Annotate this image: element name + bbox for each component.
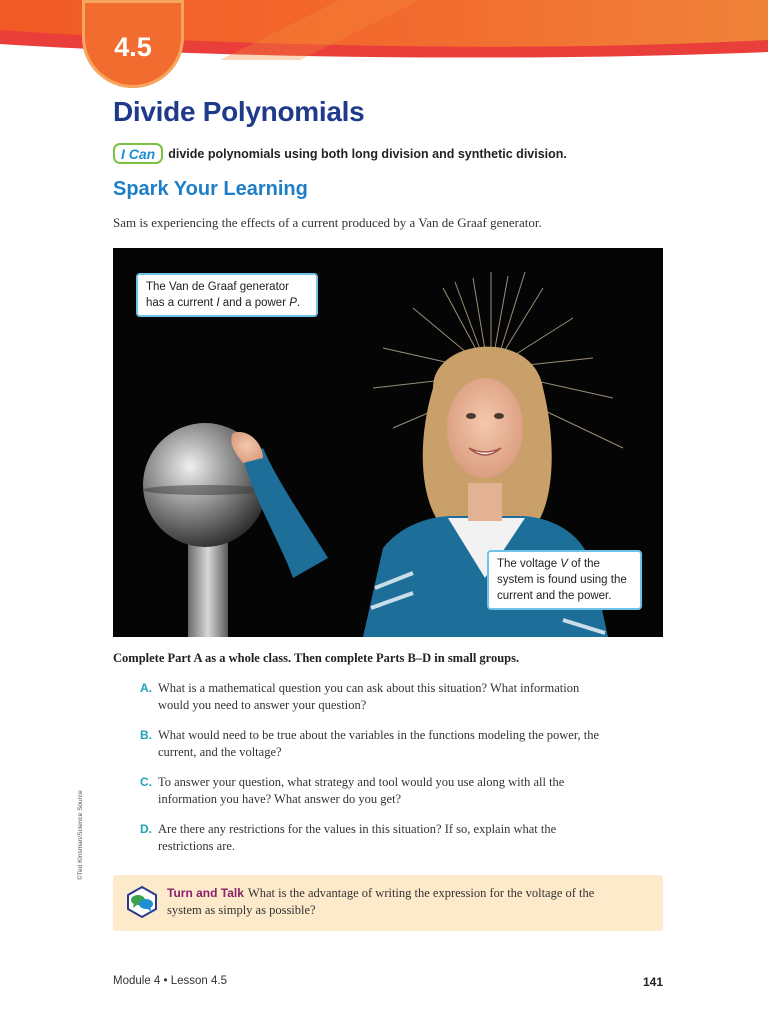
part-text: What is a mathematical question you can ask about this situation? What information would you need to answer your question?: [158, 681, 580, 712]
part-d: [140, 821, 610, 855]
lesson-number-badge: [82, 0, 184, 88]
lesson-number: 4.5: [114, 31, 152, 62]
instruction-text: Complete Part A as a whole class. Then complete Parts B–D in small groups.: [113, 651, 520, 665]
part-b: [140, 727, 610, 761]
ican-badge: I Can: [113, 143, 163, 164]
section-title: Spark Your Learning: [113, 178, 308, 200]
turn-and-talk-text: [167, 885, 617, 919]
part-text: To answer your question, what strategy and tool would you use along with all the information you have? What answer do you get?: [158, 775, 565, 806]
part-letter: B.: [140, 728, 152, 742]
turn-and-talk-box: [113, 875, 663, 931]
part-a: [140, 680, 610, 714]
ican-text: divide polynomials using both long division and synthetic division.: [168, 146, 567, 161]
part-letter: C.: [140, 775, 152, 789]
photo-credit: ©Ted Kinsman/Science Source: [77, 790, 84, 880]
speech-bubbles-icon: [124, 885, 160, 924]
part-letter: A.: [140, 681, 152, 695]
turn-and-talk-question: What is the advantage of writing the expression for the voltage of the system as simply as possible?: [167, 886, 595, 917]
page-title: Divide Polynomials: [113, 96, 365, 127]
parts-list: [140, 680, 610, 868]
turn-and-talk-label: Turn and Talk: [167, 886, 244, 900]
learning-objective: [113, 143, 567, 164]
footer-module: Module 4 • Lesson 4.5: [113, 975, 227, 987]
page-number: 141: [642, 975, 663, 989]
part-text: What would need to be true about the variables in the functions modeling the power, the current, and the voltage?: [158, 728, 600, 759]
part-c: [140, 774, 610, 808]
callout-generator: The Van de Graaf generator has a current I and a power P.: [136, 273, 318, 317]
part-text: Are there any restrictions for the values in this situation? If so, explain what the restrictions are.: [158, 822, 557, 853]
part-letter: D.: [140, 822, 152, 836]
callout-voltage: The voltage V of the system is found using the current and the power.: [487, 550, 642, 610]
intro-text: Sam is experiencing the effects of a current produced by a Van de Graaf generator.: [113, 215, 542, 230]
